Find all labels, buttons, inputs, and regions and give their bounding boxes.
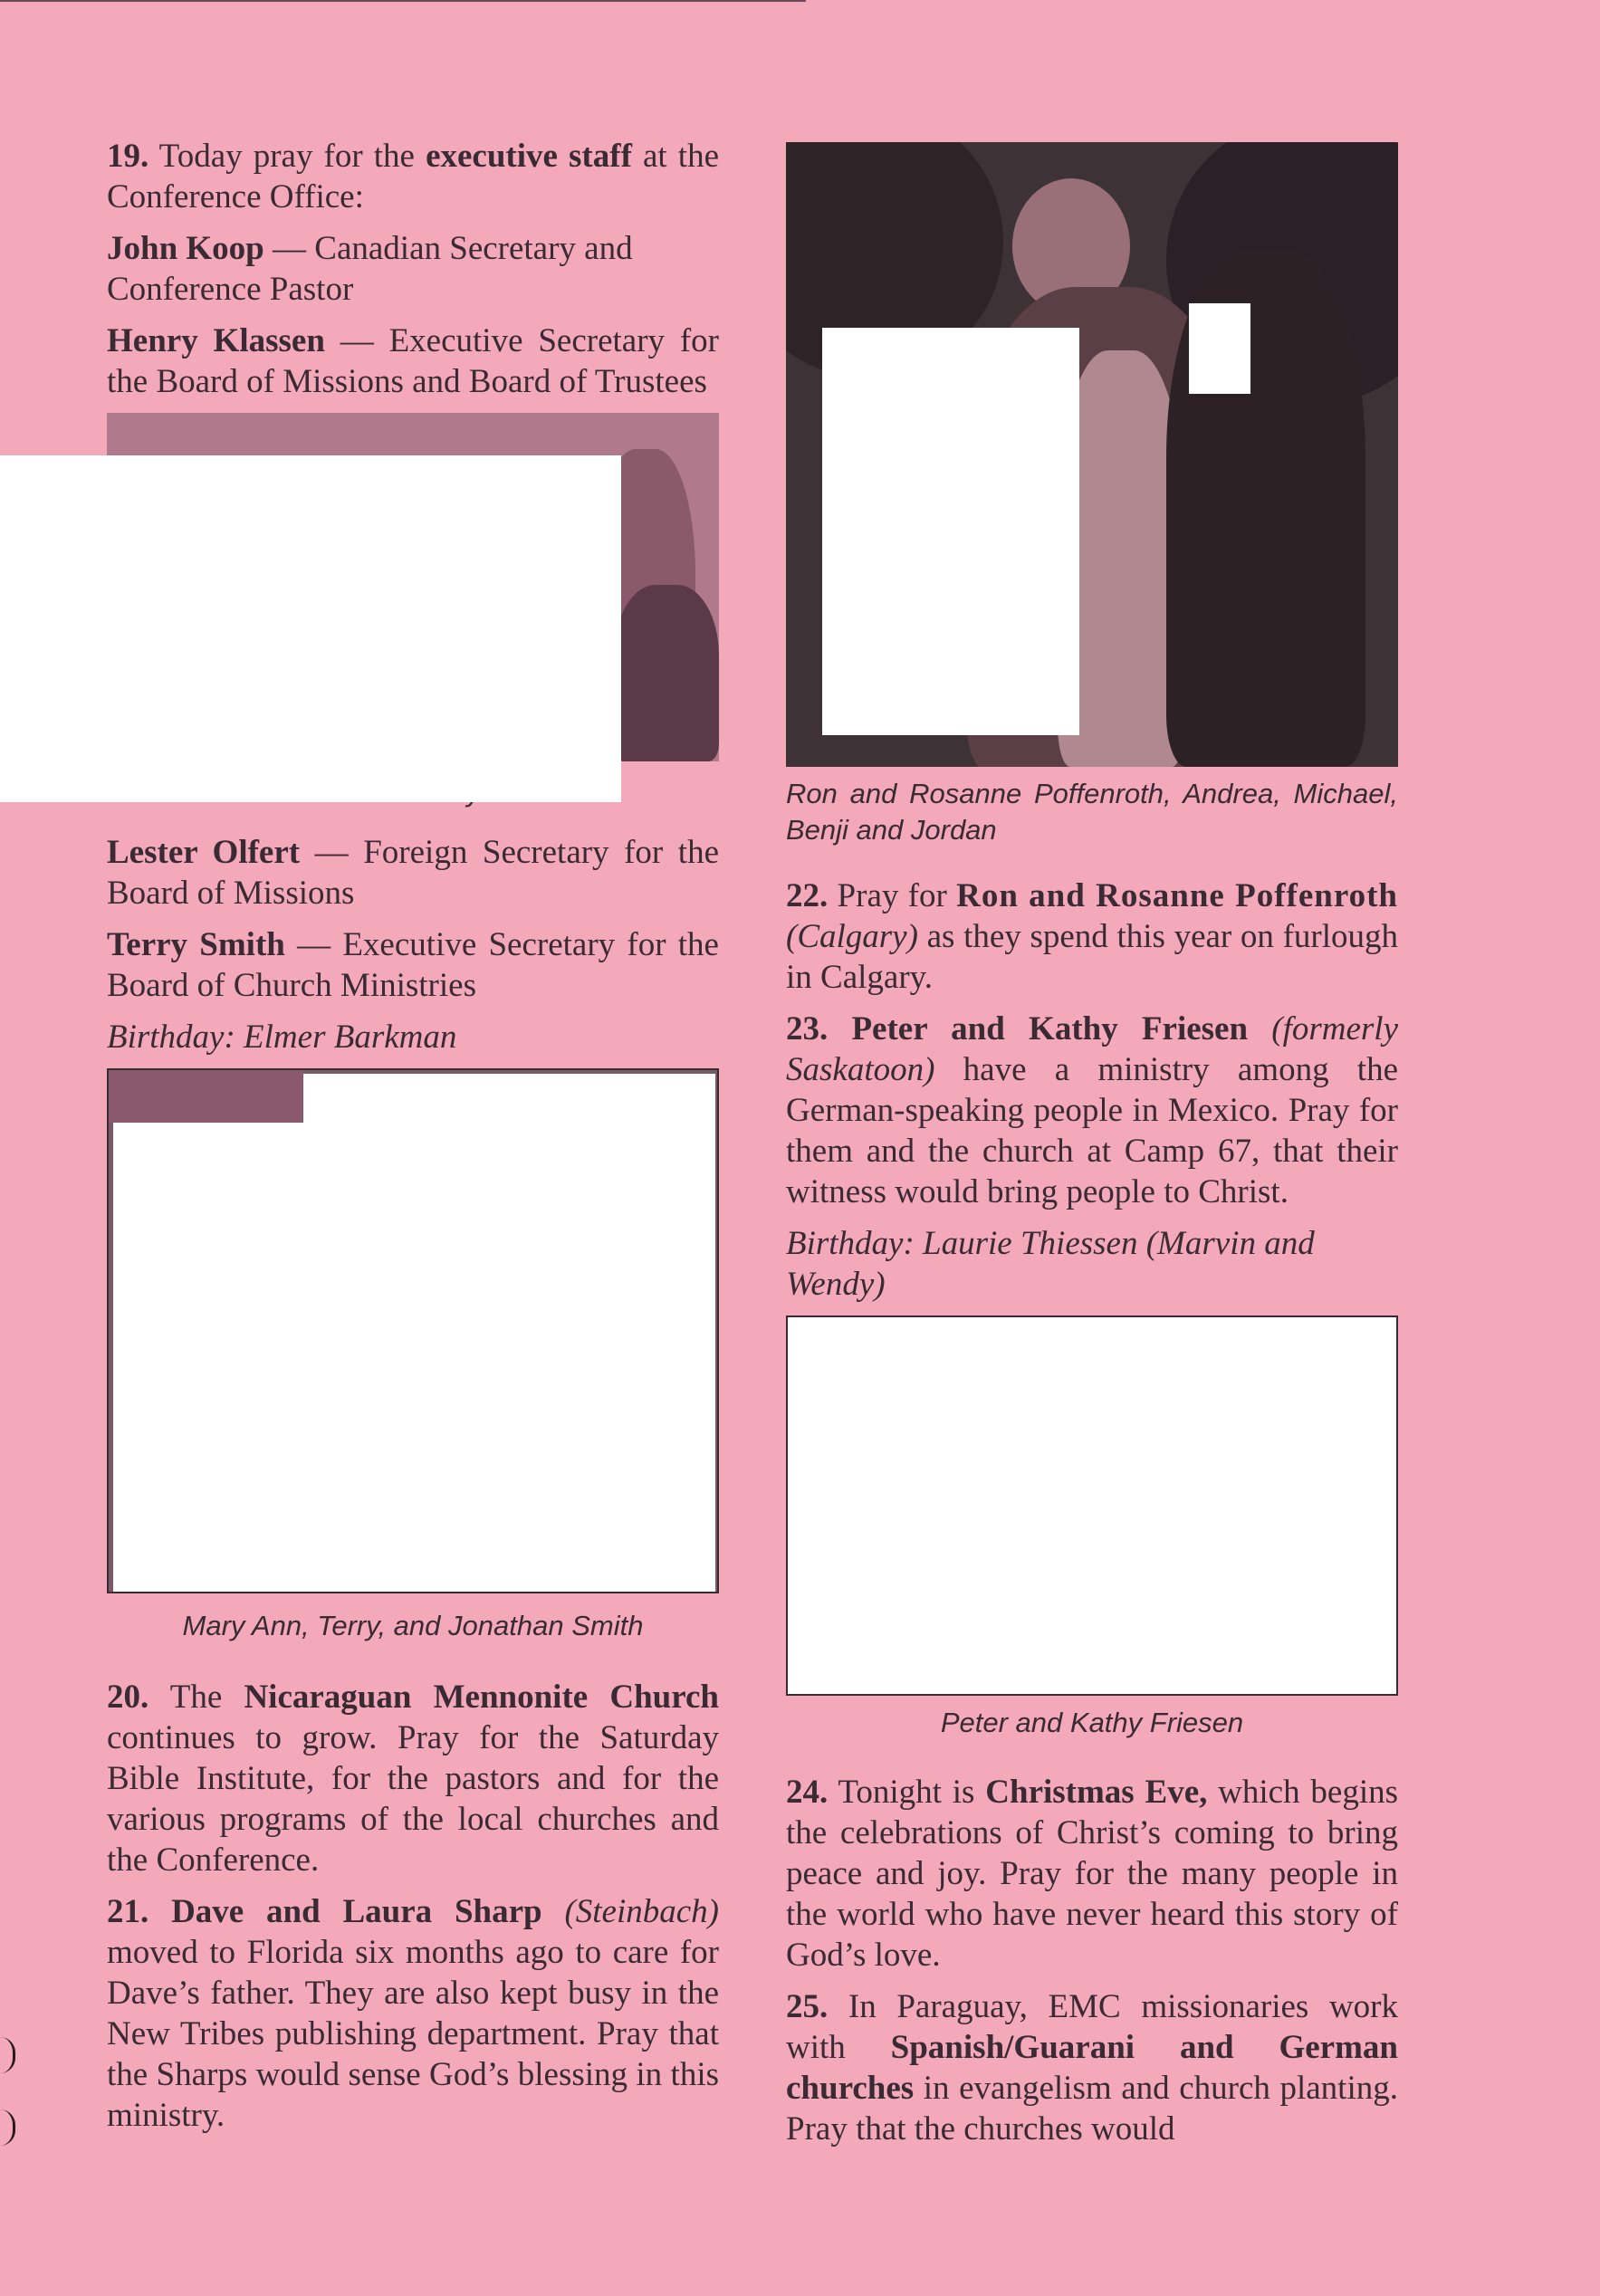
birthday-barkman: Birthday: Elmer Barkman [107,1019,457,1056]
klassen-photo-redaction [0,455,621,802]
left-column [107,136,719,2147]
staff-smith: Terry Smith — Executive Secretary for the Board of Church Ministries [107,926,719,1004]
staff-olfert: Lester Olfert — Foreign Secretary for the Board of Missions [107,834,720,912]
paragraph-19: 19. Today pray for the executive staff at the Conference Office: [107,138,719,215]
binding-mark [0,2037,15,2073]
binding-mark [0,2109,15,2146]
top-edge-line [0,0,806,2]
friesen-photo [786,1315,1398,1696]
birthday-thiessen: Birthday: Laurie Thiessen (Marvin and Wendy) [786,1225,1315,1303]
staff-klassen: Henry Klassen — Executive Secretary for the Board of Missions and Board of Trustees [107,322,720,400]
paragraph-25: 25. In Paraguay, EMC missionaries work with Spanish/Guarani and German churches in evangelism and church planting. Pray that the churches would [786,1988,1398,2148]
paragraph-23: 23. Peter and Kathy Friesen (formerly Saskatoon) have a ministry among the German-speaking people in Mexico. Pray for them and the church at Camp 67, that their witness would bring people to Christ. [786,1010,1398,1210]
staff-koop: John Koop — Canadian Secretary and Conference Pastor [107,230,633,308]
photo-figure [614,585,719,761]
paragraph-22: 22. Pray for Ron and Rosanne Poffenroth (Calgary) as they spend this year on furlough in Calgary. [786,877,1399,996]
paragraph-24: 24. Tonight is Christmas Eve, which begins the celebrations of Christ’s coming to bring peace and joy. Pray for the many people in the world who have never heard this story of God’s love. [786,1774,1399,1974]
photo-redaction [113,1074,715,1592]
friesen-caption: Peter and Kathy Friesen [940,1707,1244,1738]
photo-redaction [1189,303,1250,394]
photo-redaction [788,1317,1396,1694]
right-column [786,142,1398,2160]
poffenroth-photo [786,142,1398,767]
photo-redaction [822,328,1079,735]
smith-photo [107,1068,719,1593]
paragraph-21: 21. Dave and Laura Sharp (Steinbach) moved to Florida six months ago to care for Dave’s father. They are also kept busy in the New Tribes publishing department. Pray that the Sharps would sense God’s blessing in this ministry. [107,1893,719,2134]
poffenroth-caption: Ron and Rosanne Poffenroth, Andrea, Michael, Benji and Jordan [786,778,1398,846]
smith-caption: Mary Ann, Terry, and Jonathan Smith [182,1610,644,1641]
photo-fragment [109,1070,303,1123]
paragraph-20: 20. The Nicaraguan Mennonite Church continues to grow. Pray for the Saturday Bible Institute, for the pastors and for the various programs of the local churches and the Conference. [107,1679,719,1879]
